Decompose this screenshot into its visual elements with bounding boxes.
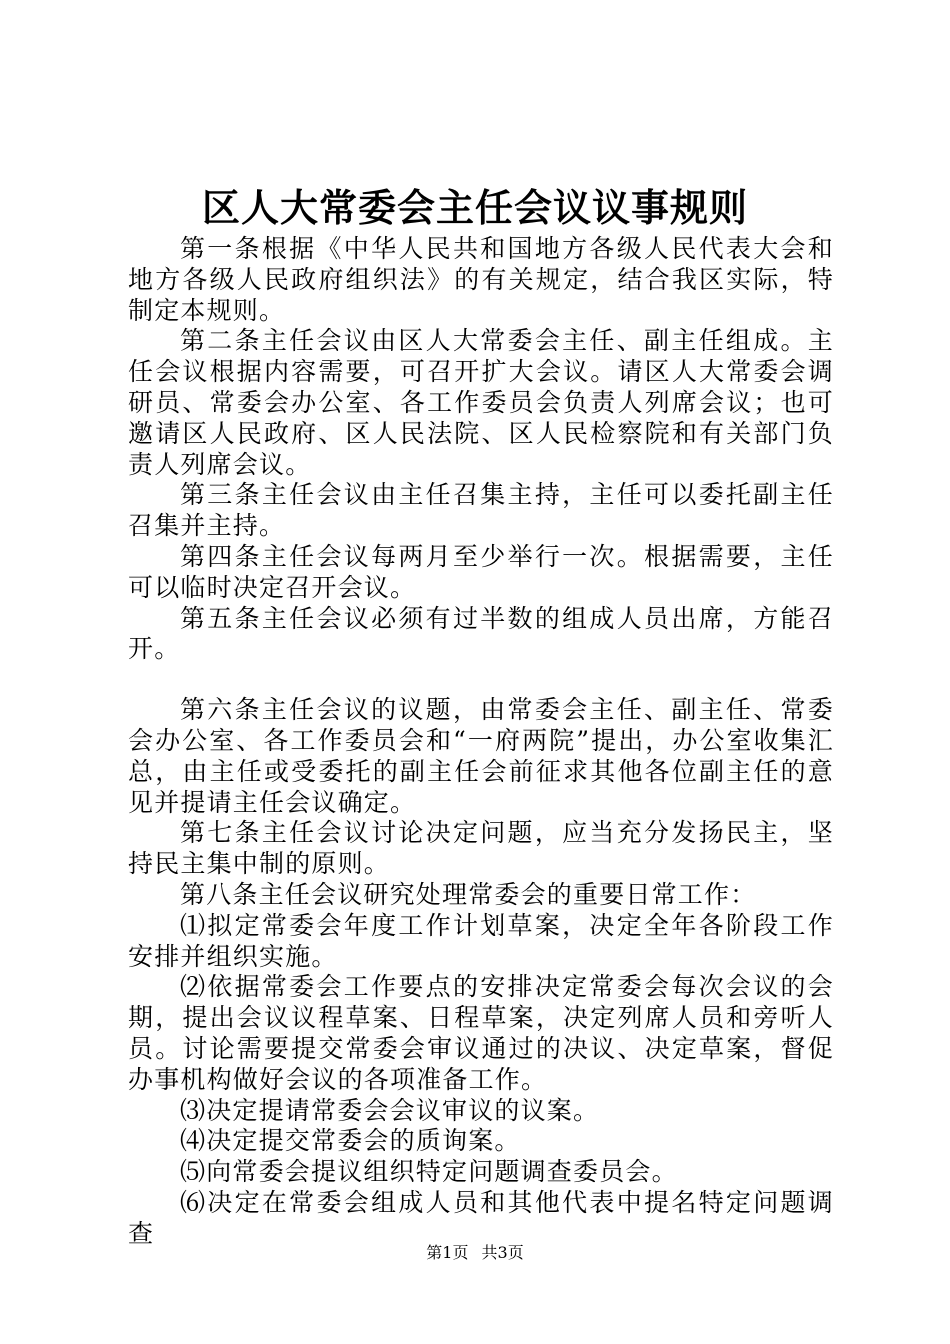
article-8-item-3: ⑶决定提请常委会会议审议的议案。 [180, 1095, 600, 1125]
page-total: 共3页 [481, 1243, 524, 1262]
article-7-paragraph: 第七条主任会议讨论决定问题，应当充分发扬民主，坚持民主集中制的原则。 [128, 818, 834, 879]
article-4-paragraph: 第四条主任会议每两月至少举行一次。根据需要，主任可以临时决定召开会议。 [128, 541, 834, 602]
page-number: 第1页 [426, 1243, 469, 1262]
article-3-paragraph: 第三条主任会议由主任召集主持，主任可以委托副主任召集并主持。 [128, 480, 834, 541]
document-body [128, 234, 834, 1250]
article-8-item-1: ⑴拟定常委会年度工作计划草案，决定全年各阶段工作安排并组织实施。 [128, 910, 834, 971]
article-1-paragraph: 第一条根据《中华人民共和国地方各级人民代表大会和地方各级人民政府组织法》的有关规定，结合我区实际，特制定本规则。 [128, 234, 834, 325]
article-8-paragraph: 第八条主任会议研究处理常委会的重要日常工作： [180, 879, 757, 909]
article-8-item-6: ⑹决定在常委会组成人员和其他代表中提名特定问题调查 [128, 1187, 834, 1248]
document-title: 区人大常委会主任会议议事规则 [201, 185, 748, 230]
article-5-paragraph: 第五条主任会议必须有过半数的组成人员出席，方能召开。 [128, 603, 834, 664]
page-footer [0, 1242, 950, 1264]
article-2-paragraph: 第二条主任会议由区人大常委会主任、副主任组成。主任会议根据内容需要，可召开扩大会议。请区人大常委会调研员、常委会办公室、各工作委员会负责人列席会议；也可邀请区人民政府、区人民法院、区人民检察院和有关部门负责人列席会议。 [128, 326, 834, 479]
article-6-paragraph: 第六条主任会议的议题，由常委会主任、副主任、常委会办公室、各工作委员会和“一府两院”提出，办公室收集汇总，由主任或受委托的副主任会前征求其他各位副主任的意见并提请主任会议确定。 [128, 695, 834, 817]
article-8-item-5: ⑸向常委会提议组织特定问题调查委员会。 [180, 1157, 678, 1187]
article-8-item-2: ⑵依据常委会工作要点的安排决定常委会每次会议的会期，提出会议议程草案、日程草案，决定列席人员和旁听人员。讨论需要提交常委会审议通过的决议、决定草案，督促办事机构做好会议的各项准备工作。 [128, 972, 834, 1094]
article-8-item-4: ⑷决定提交常委会的质询案。 [180, 1126, 521, 1156]
